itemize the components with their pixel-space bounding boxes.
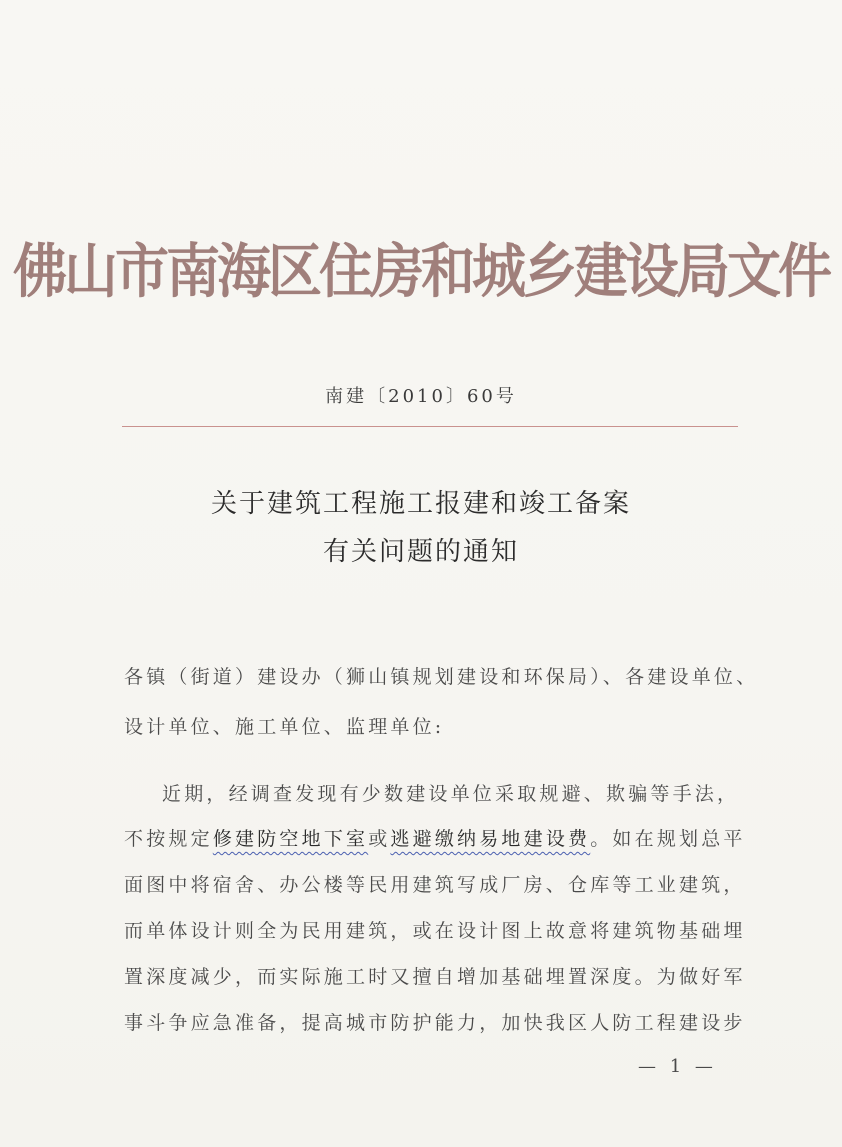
red-divider-line	[122, 426, 738, 427]
paragraph-line-4: 而单体设计则全为民用建筑，或在设计图上故意将建筑物基础埋	[124, 920, 746, 942]
paragraph-line-6: 事斗争应急准备，提高城市防护能力，加快我区人防工程建设步	[124, 1012, 746, 1034]
document-number: 南建〔2010〕60号	[325, 386, 517, 407]
highlighted-phrase-2: 逃避缴纳易地建设费	[390, 828, 591, 850]
paragraph-line-1: 近期，经调查发现有少数建设单位采取规避、欺骗等手法，	[162, 783, 740, 805]
paragraph-line-2-start: 不按规定	[124, 828, 213, 850]
paragraph-line-2-middle: 或	[368, 828, 391, 850]
paragraph-line-5: 置深度减少，而实际施工时又擅自增加基础埋置深度。为做好军	[124, 966, 746, 988]
paragraph-line-2-end: 。如在规划总平	[590, 828, 746, 850]
paragraph-line-3: 面图中将宿舍、办公楼等民用建筑写成厂房、仓库等工业建筑，	[124, 874, 746, 896]
notice-title-line-1: 关于建筑工程施工报建和竣工备案	[210, 489, 631, 519]
notice-title-line-2: 有关问题的通知	[322, 537, 519, 567]
page-number: — 1 —	[638, 1056, 717, 1077]
addressee-line-2: 设计单位、施工单位、监理单位:	[124, 716, 445, 738]
highlighted-phrase-1: 修建防空地下室	[212, 828, 369, 850]
addressee-line-1: 各镇（街道）建设办（狮山镇规划建设和环保局）、各建设单位、	[124, 666, 759, 688]
agency-title: 佛山市南海区住房和城乡建设局文件	[13, 236, 829, 306]
paragraph-line-2	[124, 826, 746, 852]
